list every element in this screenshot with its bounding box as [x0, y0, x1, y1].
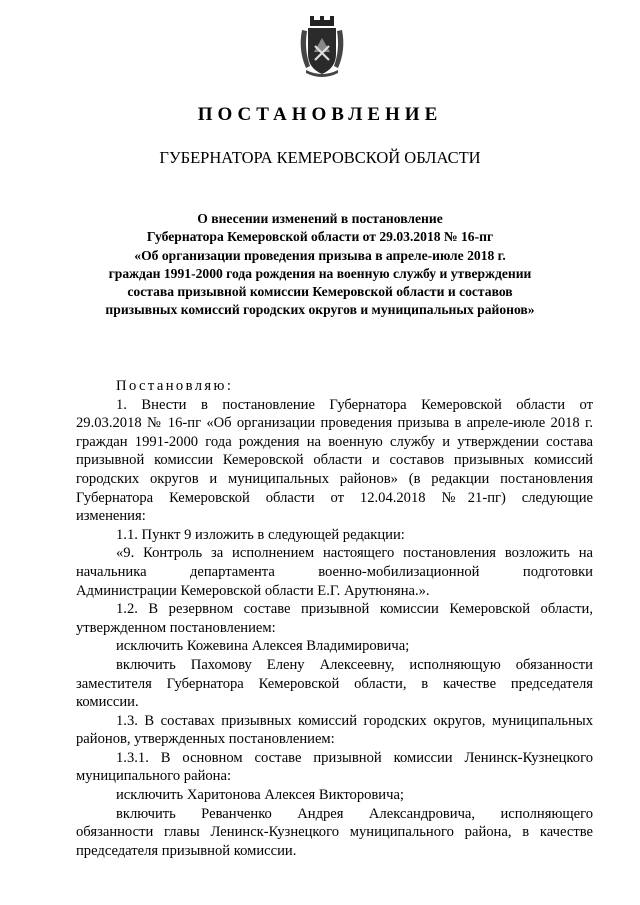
title-line: Губернатора Кемеровской области от 29.03.2018 № 16-пг [146, 229, 494, 245]
body-line: исключить Харитонова Алексея Викторовича; [116, 787, 404, 804]
body-line: 1. Внести в постановление Губернатора Кемеровской области от [116, 396, 593, 413]
body-line: районов, утвержденных постановлением: [76, 731, 335, 748]
body-line: включить Пахомову Елену Алексеевну, исполняющую обязанности [116, 656, 593, 673]
body-line: «9. Контроль за исполнением настоящего постановления возложить на [116, 545, 593, 562]
body-line: исключить Кожевина Алексея Владимировича; [116, 638, 410, 655]
body-line: 1.1. Пункт 9 изложить в следующей редакции: [116, 526, 405, 543]
body-line: утвержденном постановлением: [76, 619, 276, 636]
body-line: граждан 1991-2000 года рождения на военную службу и утверждении состава [76, 433, 593, 450]
resolution-word: Постановляю: [116, 378, 234, 394]
title-line: призывных комиссий городских округов и муниципальных районов» [105, 302, 535, 318]
body-line: начальника департамента военно-мобилизационной подготовки [76, 563, 593, 580]
body-line: 1.2. В резервном составе призывной комиссии Кемеровской области, [116, 601, 593, 618]
body-line: 1.3. В составах призывных комиссий городских округов, муниципальных [116, 712, 593, 729]
body-line: изменения: [76, 508, 146, 525]
title-line: «Об организации проведения призыва в апреле-июле 2018 г. [134, 247, 506, 263]
body-line: призывной комиссии Кемеровской области и составов призывных комиссий [76, 452, 593, 469]
body-line: Администрации Кемеровской области Е.Г. Арутюняна.». [76, 582, 430, 599]
body-line: Губернатора Кемеровской области от 12.04.2018 №21-пг) следующие [76, 489, 593, 506]
coat-of-arms-icon [298, 16, 346, 78]
document-body [76, 377, 593, 860]
issuing-authority: ГУБЕРНАТОРА КЕМЕРОВСКОЙ ОБЛАСТИ [159, 148, 481, 167]
title-line: О внесении изменений в постановление [197, 211, 443, 226]
title-line: граждан 1991-2000 года рождения на военную службу и утверждении [108, 265, 532, 281]
body-line: 1.3.1. В основном составе призывной комиссии Ленинск-Кузнецкого [116, 749, 593, 766]
body-line: председателя призывной комиссии. [76, 842, 297, 859]
body-line: обязанности главы Ленинск-Кузнецкого муниципального района, в качестве [76, 824, 593, 841]
body-line: 29.03.2018 № 16-пг «Об организации проведения призыва в апреле-июле 2018 г. [76, 415, 593, 432]
document-title [84, 210, 556, 320]
title-line: состава призывной комиссии Кемеровской области и составов [127, 284, 513, 300]
body-line: включить Реванченко Андрея Александровича, исполняющего [116, 805, 593, 822]
body-line: комиссии. [76, 694, 139, 711]
body-line: муниципального района: [76, 768, 232, 785]
document-type-heading: ПОСТАНОВЛЕНИЕ [197, 104, 443, 125]
body-line: заместителя Губернатора Кемеровской области, в качестве председателя [76, 675, 593, 692]
body-line: городских округов и муниципальных районов» (в редакции постановления [76, 470, 593, 487]
